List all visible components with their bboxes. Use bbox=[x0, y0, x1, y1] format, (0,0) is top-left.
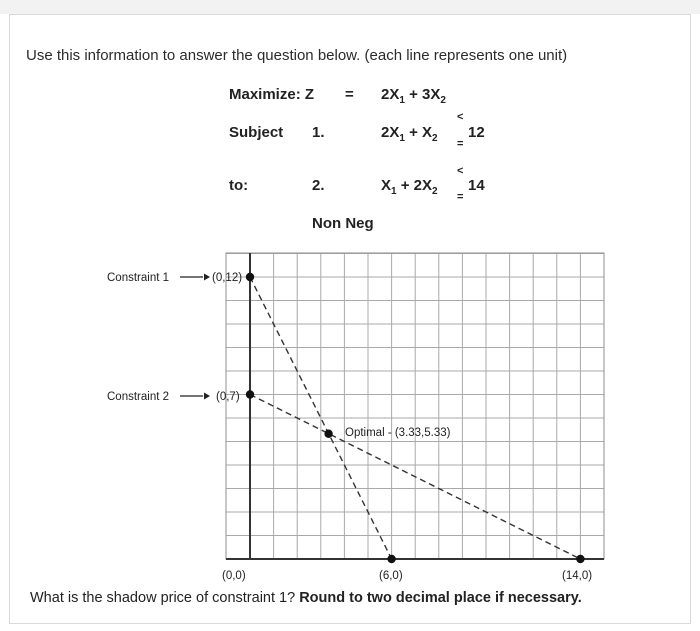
grid-lines bbox=[226, 253, 604, 559]
nonneg-label: Non Neg bbox=[312, 215, 374, 232]
constraint2-label: Constraint 2 bbox=[107, 391, 170, 403]
point-0-12 bbox=[246, 273, 254, 281]
label-6-0: (6,0) bbox=[379, 570, 403, 582]
question-instruction: Round to two decimal place if necessary. bbox=[299, 590, 582, 606]
point-0-7 bbox=[246, 390, 254, 398]
constraint1-equal-bar: = bbox=[457, 138, 464, 150]
constraint1-label: Constraint 1 bbox=[107, 272, 170, 284]
point-6-0 bbox=[387, 555, 395, 563]
constraint1-arrowhead bbox=[204, 274, 210, 281]
constraint2-rhs: 14 bbox=[468, 177, 485, 194]
label-0-12: (0,12) bbox=[212, 272, 243, 284]
constraint1-rhs: 12 bbox=[468, 124, 485, 141]
constraint2-arrowhead bbox=[204, 393, 210, 400]
objective-function: $2X_1 + 3X_2$ bbox=[381, 86, 446, 106]
constraint1-expression: $2X_1 + X_2$ bbox=[381, 124, 438, 144]
equals-sign: = bbox=[345, 86, 354, 103]
constraint1-less-than: < bbox=[457, 111, 464, 123]
point-optimal bbox=[324, 430, 332, 438]
constraint2-index: 2. bbox=[312, 177, 325, 194]
subject-label: Subject bbox=[229, 124, 284, 141]
maximize-label: Maximize: Z bbox=[229, 86, 315, 103]
constraint2-less-than: < bbox=[457, 165, 464, 177]
to-label: to: bbox=[229, 177, 249, 194]
label-0-0: (0,0) bbox=[222, 570, 246, 582]
optimal-label: Optimal - (3.33,5.33) bbox=[345, 427, 451, 439]
intro-text: Use this information to answer the question below. (each line represents one unit) bbox=[26, 47, 568, 64]
constraint2-expression: $X_1 + 2X_2$ bbox=[381, 177, 438, 197]
label-14-0: (14,0) bbox=[562, 570, 593, 582]
constraint2-equal-bar: = bbox=[457, 191, 464, 203]
constraint1-index: 1. bbox=[312, 124, 325, 141]
label-0-7: (0,7) bbox=[216, 391, 240, 403]
point-14-0 bbox=[576, 555, 584, 563]
question-text: What is the shadow price of constraint 1? Round to two decimal place if necessary. bbox=[30, 590, 582, 606]
